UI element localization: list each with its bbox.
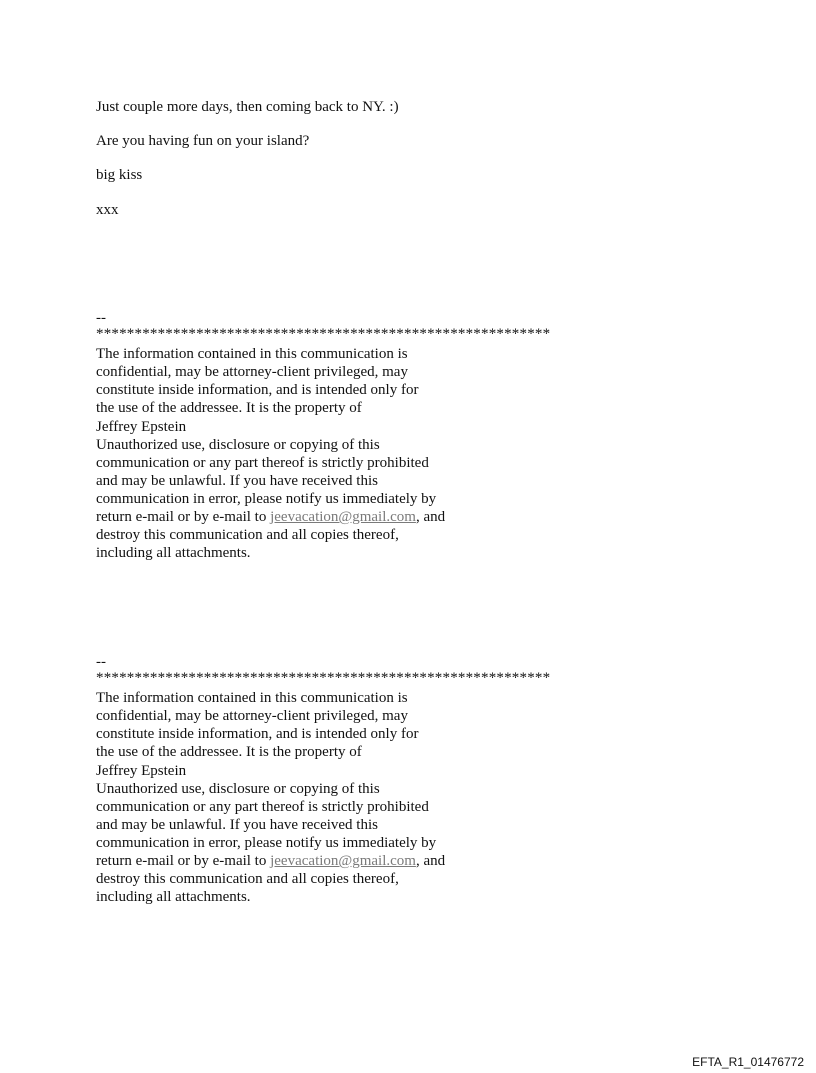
disclaimer-line: confidential, may be attorney-client privileged, may [96, 708, 408, 725]
signature-separator: -- [96, 310, 106, 326]
disclaimer-line: the use of the addressee. It is the property of [96, 744, 362, 761]
disclaimer-email-line [96, 508, 550, 526]
disclaimer-line: communication or any part thereof is strictly prohibited [96, 798, 429, 815]
disclaimer-line: including all attachments. [96, 889, 251, 906]
asterisk-divider: *********************************************************** [96, 326, 551, 343]
email-suffix: , and [415, 509, 446, 526]
message-line: big kiss [96, 167, 143, 183]
disclaimer-line: Unauthorized use, disclosure or copying of this [96, 780, 380, 797]
disclaimer-line: confidential, may be attorney-client privileged, may [96, 364, 408, 381]
message-line: Are you having fun on your island? [96, 133, 310, 149]
disclaimer-line: communication or any part thereof is strictly prohibited [96, 454, 429, 471]
disclaimer-line: Jeffrey Epstein [96, 418, 187, 435]
email-suffix: , and [415, 853, 446, 870]
disclaimer-line: including all attachments. [96, 545, 251, 562]
email-prefix: return e-mail or by e-mail to [96, 853, 271, 870]
disclaimer-line: constitute inside information, and is intended only for [96, 726, 419, 743]
disclaimer-line: communication in error, please notify us immediately by [96, 834, 437, 851]
message-line: xxx [96, 202, 119, 218]
disclaimer-line: and may be unlawful. If you have received this [96, 472, 378, 489]
email-prefix: return e-mail or by e-mail to [96, 509, 271, 526]
disclaimer-line: The information contained in this communication is [96, 690, 408, 707]
signature-separator: -- [96, 654, 106, 670]
asterisk-divider: *********************************************************** [96, 670, 551, 687]
disclaimer-line: constitute inside information, and is intended only for [96, 382, 419, 399]
disclaimer-email-line [96, 852, 550, 870]
disclaimer-line: Unauthorized use, disclosure or copying of this [96, 436, 380, 453]
confidentiality-footer [96, 309, 550, 562]
disclaimer-line: destroy this communication and all copies thereof, [96, 527, 399, 544]
disclaimer-line: the use of the addressee. It is the property of [96, 400, 362, 417]
disclaimer-line: and may be unlawful. If you have received this [96, 816, 378, 833]
email-link[interactable]: jeevacation@gmail.com [270, 853, 416, 870]
confidentiality-footer [96, 653, 550, 906]
disclaimer-line: Jeffrey Epstein [96, 762, 187, 779]
disclaimer-line: The information contained in this communication is [96, 346, 408, 363]
document-id: EFTA_R1_01476772 [692, 1055, 804, 1069]
disclaimer-line: destroy this communication and all copies thereof, [96, 871, 399, 888]
disclaimer-line: communication in error, please notify us immediately by [96, 490, 437, 507]
message-line: Just couple more days, then coming back to NY. :) [96, 99, 399, 115]
email-link[interactable]: jeevacation@gmail.com [270, 509, 416, 526]
